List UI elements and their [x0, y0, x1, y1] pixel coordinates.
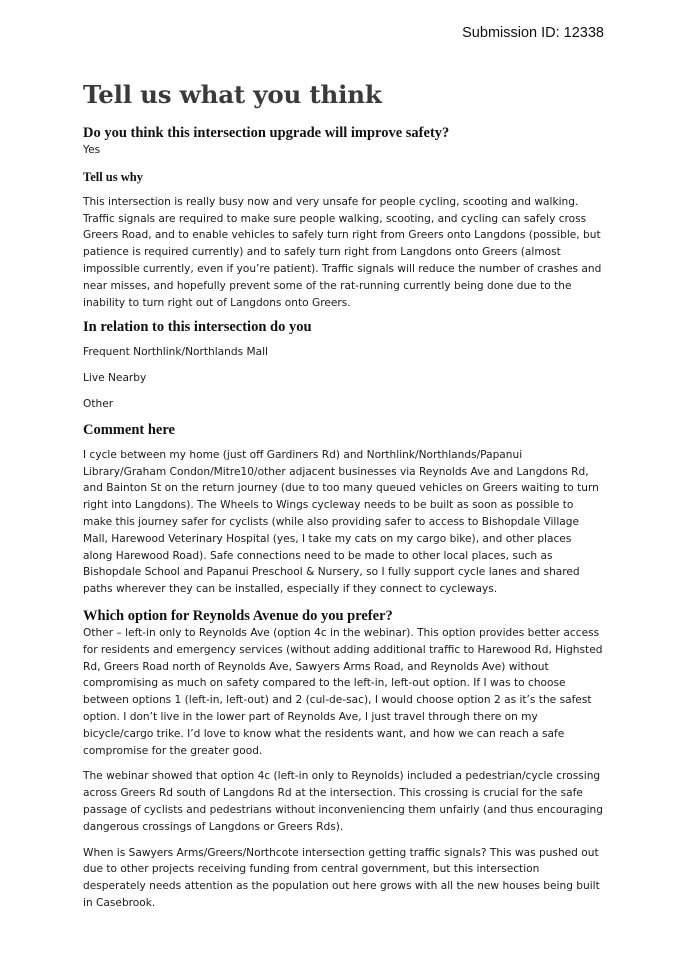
- question-safety-label: Do you think this intersection upgrade will improve safety?: [83, 125, 450, 141]
- form-content: [83, 80, 603, 912]
- question-comment-label: Comment here: [83, 421, 175, 438]
- question-reynolds-label: Which option for Reynolds Avenue do you prefer?: [83, 607, 393, 624]
- relation-option: Frequent Northlink/Northlands Mall: [83, 346, 268, 359]
- relation-options: [83, 344, 603, 412]
- question-safety: [83, 125, 603, 159]
- question-comment: [83, 422, 603, 598]
- question-comment-answer: I cycle between my home (just off Gardiners Rd) and Northlink/Northlands/Papanui Library/Graham Condon/Mitre10/other adjacent businesses via Reynolds Ave and Langdons Rd, and Bainton St on the return journey (due to too many queued vehicles on Greers waiting to turn right into Langdons). The Wheels to Wings cycleway needs to be built as soon as possible to make this journey safer for cyclists (while also providing safer to access to Bishopdale Village Mall, Harewood Veterinary Hospital (yes, I take my cats on my cargo bike), and other places along Harewood Road). Safe connections need to be made to other local places, such as Bishopdale School and Papanui Preschool & Nursery, so I fully support cycle lanes and shared paths wherever they can be installed, especially if they connect to cycleways.: [83, 448, 599, 596]
- page-title: Tell us what you think: [83, 80, 382, 109]
- submission-id: Submission ID: 12338: [462, 25, 604, 41]
- reynolds-paragraph: Other – left-in only to Reynolds Ave (option 4c in the webinar). This option provides better access for residents and emergency services (without adding additional traffic to Harewood Rd, Highsted Rd, Greers Road north of Reynolds Ave, Sawyers Arms Road, and Reynolds Ave) without compromising as much on safety compared to the left-in, left-out option. If I was to choose between options 1 (left-in, left-out) and 2 (cul-de-sac), I would choose option 2 as it’s the safest option. I don’t live in the lower part of Reynolds Ave, I just travel through there on my bicycle/cargo trike. I’d love to know what the residents want, and how we can reach a safe compromise for the greater good.: [83, 626, 603, 757]
- question-reynolds: [83, 608, 603, 912]
- question-safety-answer: Yes: [83, 144, 101, 156]
- question-relation-label: In relation to this intersection do you: [83, 319, 312, 336]
- relation-option: Other: [83, 397, 114, 410]
- question-relation: [83, 319, 603, 412]
- reynolds-paragraph: When is Sawyers Arms/Greers/Northcote intersection getting traffic signals? This was pushed out due to other projects receiving funding from central government, but this intersection desperately needs attention as the population out here grows with all the new houses being built in Casebrook.: [83, 846, 600, 909]
- question-why-label: Tell us why: [83, 169, 143, 184]
- relation-option: Live Nearby: [83, 372, 147, 385]
- question-why: [83, 169, 603, 312]
- reynolds-paragraph: The webinar showed that option 4c (left-in only to Reynolds) included a pedestrian/cycle crossing across Greers Rd south of Langdons Rd at the intersection. This crossing is crucial for the safe passage of cyclists and pedestrians without inconveniencing them unfairly (and thus encouraging dangerous crossings of Langdons or Greers Rds).: [83, 770, 603, 833]
- question-why-answer: This intersection is really busy now and very unsafe for people cycling, scooting and walking. Traffic signals are required to make sure people walking, scooting, and cycling can safely cross Greers Road, and to enable vehicles to safely turn right from Greers onto Langdons (possible, but patience is required currently) and to safely turn right from Langdons onto Greers (almost impossible currently, even if you’re patient). Traffic signals will reduce the number of crashes and near misses, and hopefully prevent some of the rat-running currently being done due to the inability to turn right out of Langdons onto Greers.: [83, 195, 602, 309]
